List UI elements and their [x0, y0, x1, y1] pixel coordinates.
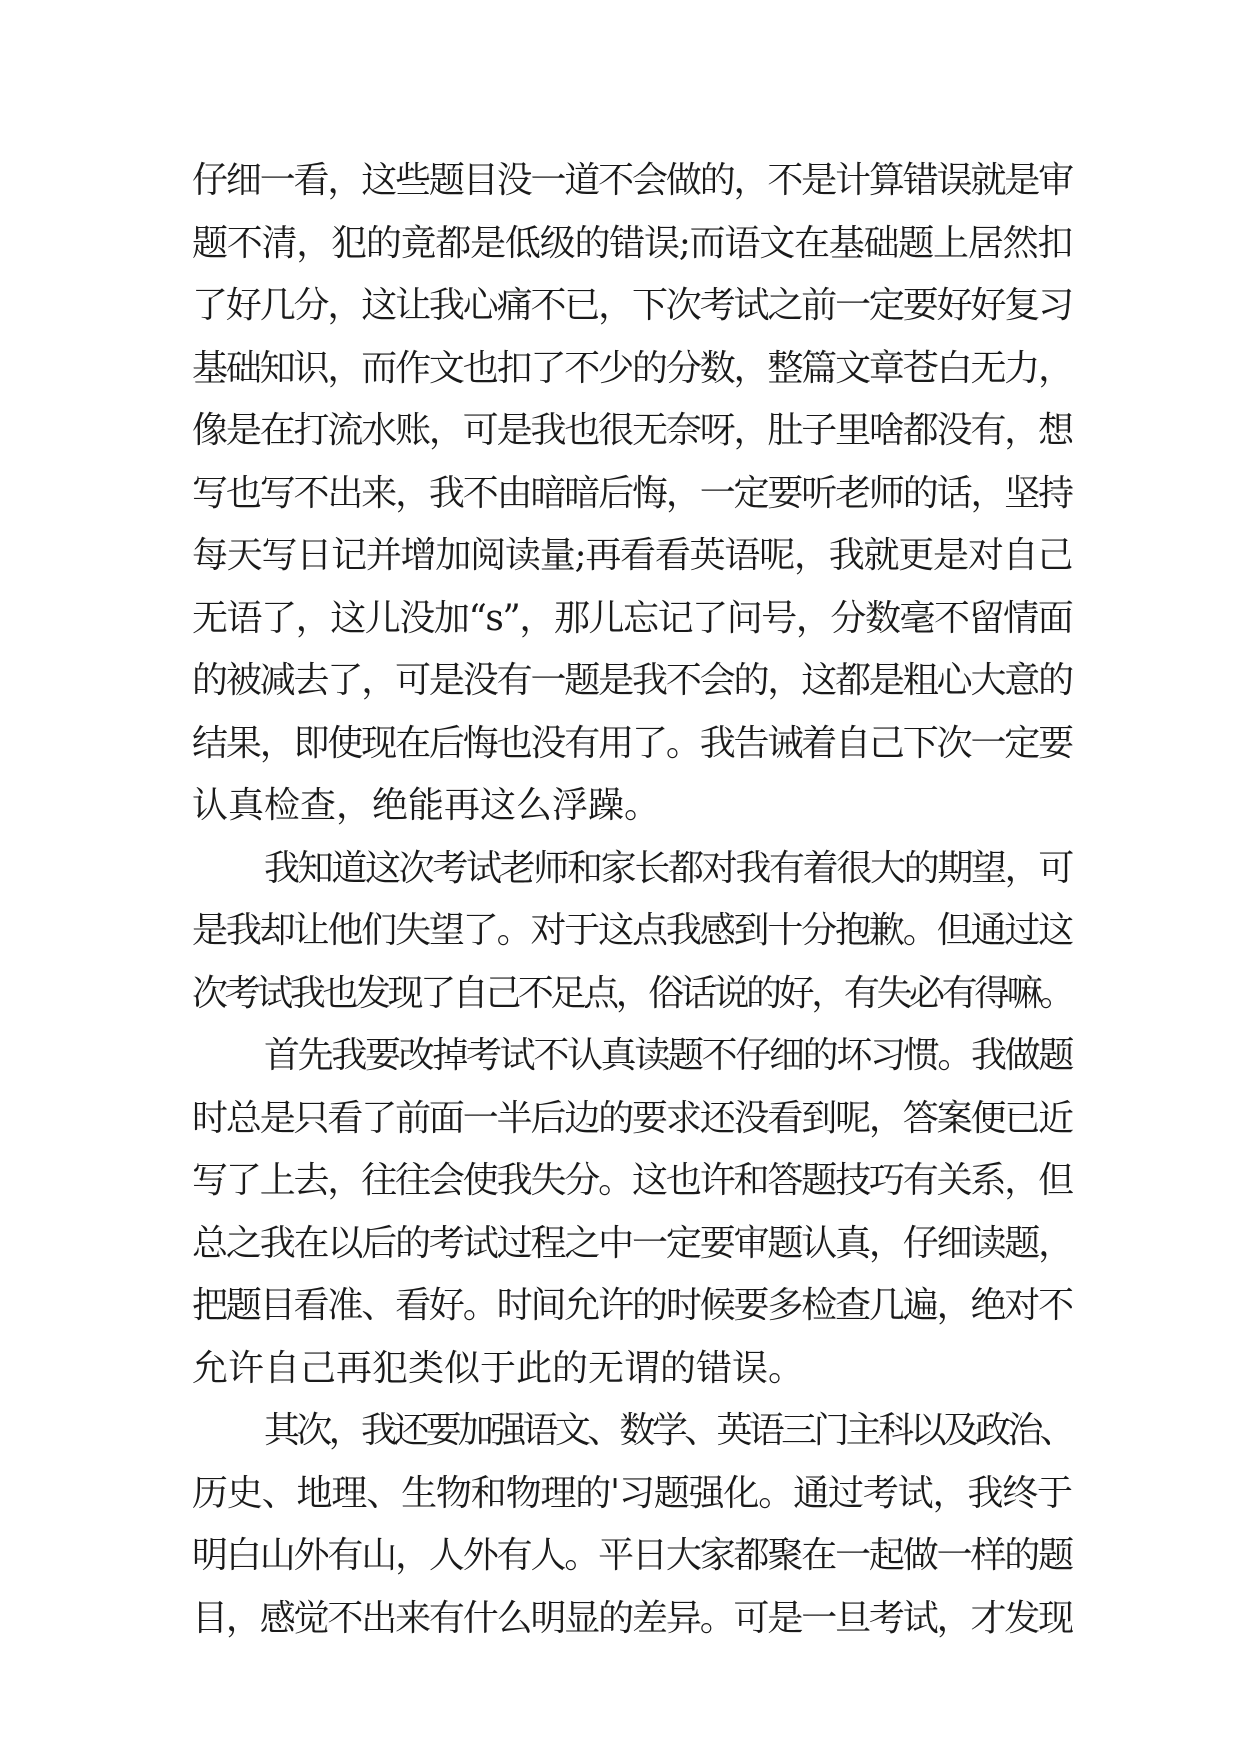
text-line: 明白山外有山，人外有人。平日大家都聚在一起做一样的题	[192, 1535, 1073, 1576]
text-line: 无语了，这儿没加“s”，那儿忘记了问号，分数毫不留情面	[192, 597, 1073, 639]
text-line: 写了上去，往往会使我失分。这也许和答题技巧有关系，但	[192, 1160, 1073, 1201]
text-line: 认真检查，绝能再这么浮躁。	[192, 785, 661, 826]
text-line: 了好几分，这让我心痛不已，下次考试之前一定要好好复习	[192, 285, 1073, 326]
text-line: 总之我在以后的考试过程之中一定要审题认真，仔细读题，	[192, 1222, 1073, 1264]
text-line: 写也写不出来，我不由暗暗后悔，一定要听老师的话，坚持	[192, 472, 1073, 514]
text-line: 目，感觉不出来有什么明显的差异。可是一旦考试，才发现	[192, 1597, 1073, 1639]
text-line: 像是在打流水账，可是我也很无奈呀，肚子里啥都没有，想	[192, 410, 1073, 451]
text-line: 每天写日记并增加阅读量;再看看英语呢，我就更是对自己	[192, 535, 1073, 576]
text-line: 次考试我也发现了自己不足点，俗话说的好，有失必有得嘛。	[192, 972, 1073, 1014]
text-line: 我知道这次考试老师和家长都对我有着很大的期望，可	[264, 847, 1073, 889]
text-line: 题不清，犯的竟都是低级的错误;而语文在基础题上居然扣	[192, 222, 1073, 264]
text-line: 允许自己再犯类似于此的无谓的错误。	[192, 1347, 805, 1389]
text-line: 仔细一看，这些题目没一道不会做的，不是计算错误就是审	[192, 160, 1073, 201]
text-line: 首先我要改掉考试不认真读题不仔细的坏习惯。我做题	[264, 1035, 1073, 1076]
text-line: 基础知识，而作文也扣了不少的分数，整篇文章苍白无力，	[192, 347, 1073, 389]
text-line: 把题目看准、看好。时间允许的时候要多检查几遍，绝对不	[192, 1285, 1073, 1326]
text-line: 是我却让他们失望了。对于这点我感到十分抱歉。但通过这	[192, 910, 1073, 951]
text-line: 时总是只看了前面一半后边的要求还没看到呢，答案便已近	[192, 1097, 1073, 1139]
text-line: 历史、地理、生物和物理的'习题强化。通过考试，我终于	[192, 1472, 1072, 1514]
text-line: 结果，即使现在后悔也没有用了。我告诫着自己下次一定要	[192, 722, 1073, 764]
body-text	[192, 150, 1072, 1650]
text-line: 其次，我还要加强语文、数学、英语三门主科以及政治、	[264, 1410, 1073, 1451]
text-line: 的被减去了，可是没有一题是我不会的，这都是粗心大意的	[192, 660, 1073, 701]
